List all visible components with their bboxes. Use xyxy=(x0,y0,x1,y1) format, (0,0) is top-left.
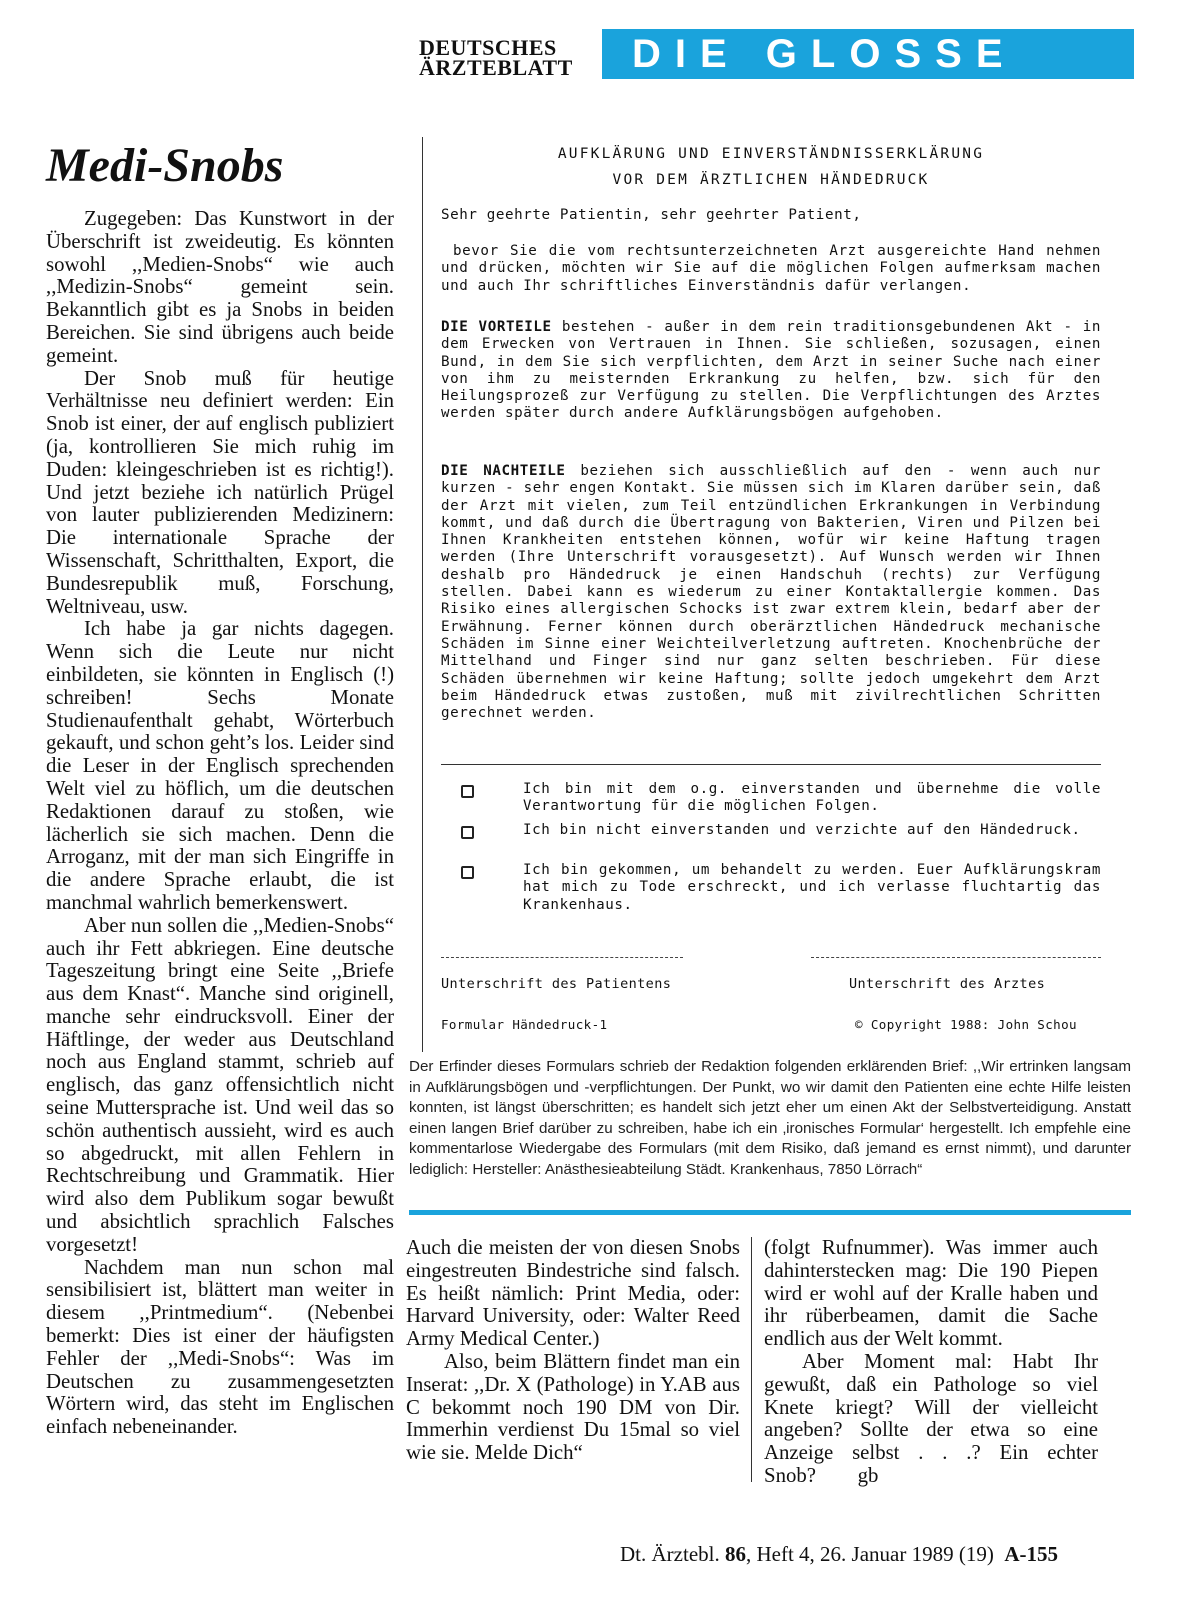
form-copyright: © Copyright 1988: John Schou xyxy=(855,1017,1077,1032)
form-id: Formular Händedruck-1 xyxy=(441,1017,608,1032)
option-label: Ich bin mit dem o.g. einverstanden und übernehme die volle Verantwortung für die möglichen Folgen. xyxy=(523,781,1101,815)
paragraph xyxy=(764,1351,1098,1488)
signature-label-patient: Unterschrift des Patientens xyxy=(441,976,672,992)
page-number: A-155 xyxy=(1004,1542,1059,1566)
journal-name: Dt. Ärztebl. xyxy=(620,1542,720,1566)
consent-form xyxy=(422,137,1132,1052)
article-title: Medi-Snobs xyxy=(46,139,284,192)
paragraph: Aber nun sollen die ,,Medien-Snobs“ auch ihr Fett abkriegen. Eine deutsche Tageszeitung bringt eine Seite ,,Briefe aus dem Knast“. Manche sind originell, manche sehr eindrucksvoll. Einer der Häftlinge, der weder aus Deutschland noch aus England stammt, schrieb auf englisch, das ganz offensichtlich nicht seine Muttersprache ist. Und weil das so schön authentisch aussieht, wird es auch so abgedruckt, mit allen Fehlern in Rechtschreibung und Grammatik. Hier wird also dem Publikum sogar bewußt und absichtlich sprachlich Falsches vorgesetzt! xyxy=(46,913,394,1256)
signature-line-doctor xyxy=(811,957,1101,958)
form-salutation: Sehr geehrte Patientin, sehr geehrter Patient, xyxy=(441,207,862,223)
publication-name-line1: DEUTSCHES xyxy=(419,35,557,60)
paragraph: Zugegeben: Das Kunstwort in der Überschrift ist zweideutig. Es könnten sowohl ,,Medien-Snobs“ wie auch ,,Medizin-Snobs“ gemeint sein. Bekanntlich gibt es ja Snobs in beiden Bereichen. Sie sind übrigens auch beide gemeint. xyxy=(46,207,394,367)
form-advantages xyxy=(441,319,1101,423)
article-middle-column xyxy=(406,1237,740,1465)
article-right-column xyxy=(764,1237,1098,1488)
advantages-text: bestehen - außer in dem rein traditionsgebundenen Akt - in dem Erwecken von Vertrauen in Ihnen. Sie schließen, sozusagen, einen Bund, in dem Sie sich verpflichten, dem Arzt in seiner Suche nach einer von ihm zu meisternden Erkrankung zu helfen, bzw. sich für den Heilungsprozeß zur Verfügung zu stellen. Die Verpflichtungen des Arztes werden später durch andere Aufklärungsbögen aufgehoben. xyxy=(441,319,1101,422)
advantages-label: DIE VORTEILE xyxy=(441,319,552,335)
journal-volume: 86 xyxy=(724,1542,746,1566)
paragraph: Auch die meisten der von diesen Snobs eingestreuten Bindestriche sind falsch. Es heißt nämlich: Print Media, oder: Harvard University, oder: Walter Reed Army Medical Center.) xyxy=(406,1236,740,1351)
form-title-line2: VOR DEM ÄRZTLICHEN HÄNDEDRUCK xyxy=(612,172,930,188)
section-banner: DIE GLOSSE xyxy=(602,29,1134,79)
paragraph: Also, beim Blättern findet man ein Inserat: ,,Dr. X (Pathologe) in Y.AB aus C bekommt noch 190 DM von Dir. Immerhin verdienst Du 15mal so viel wie sie. Melde Dich“ xyxy=(406,1349,740,1465)
paragraph-text: Aber Moment mal: Habt Ihr gewußt, daß ein Pathologe so viel Knete kriegt? Will der vielleicht angeben? Sollte der etwa so eine Anzeige selbst . . .? Ein echter Snob? xyxy=(764,1349,1098,1487)
form-intro: bevor Sie die vom rechtsunterzeichneten Arzt ausgereichte Hand nehmen und drücken, möchten wir Sie auf die möglichen Folgen aufmerksam machen und auch Ihr schriftliches Einverständnis dafür verlangen. xyxy=(441,243,1101,294)
disadvantages-text: beziehen sich ausschließlich auf den - wenn auch nur kurzen - sehr engen Kontakt. Sie müssen sich im Klaren darüber sein, daß der Arzt mit vielen, zum Teil entzündlichen Erkrankungen in Verbindung kommt, und daß durch die Übertragung von Bakterien, Viren und Pilzen bei Ihnen Krankheiten entstehen können, wofür wir keine Haftung tragen werden (Ihre Unterschrift vorausgesetzt). Auf Wunsch werden wir Ihnen deshalb pro Händedruck je einen Handschuh (rechts) zur Verfügung stellen. Dabei kann es wiederum zu einer Kontaktallergie kommen. Das Risiko eines allergischen Schocks ist zwar extrem klein, bedarf aber der Erwähnung. Ferner können durch oberärztlichen Händedruck mechanische Schäden im Sinne einer Weichteilverletzung auftreten. Knochenbrüche der Mittelhand und Finger sind nur ganz selten beschrieben. Für diese Schäden übernehmen wir keine Haftung; sollte jedoch umgekehrt dem Arzt beim Händedruck etwas zustoßen, muß mit zivilrechtlichen Schritten gerechnet werden. xyxy=(441,463,1101,722)
option-label: Ich bin nicht einverstanden und verzichte auf den Händedruck. xyxy=(523,822,1081,838)
paragraph: (folgt Rufnummer). Was immer auch dahinterstecken mag: Die 190 Piepen wird er wohl auf der Kralle haben und ihr rüberbeamen, damit die Sache endlich aus der Welt kommt. xyxy=(764,1236,1098,1351)
checkbox-icon[interactable] xyxy=(461,785,474,798)
form-caption: Der Erfinder dieses Formulars schrieb der Redaktion folgenden erklärenden Brief: ,,Wir ertrinken langsam in Aufklärungsbögen und -verpflichtungen. Der Punkt, wo wir damit den Patienten eine echte Hilfe leisten konnten, ist längst überschritten; es handelt sich jetzt eher um einen Akt der Selbstverteidigung. Anstatt einen langen Brief darüber zu schreiben, habe ich ein ‚ironisches Formular‘ hergestellt. Ich empfehle eine kommentarlose Wiedergabe des Formulars (mit dem Risiko, daß jemand es ernst nimmt), und darunter lediglich: Hersteller: Anästhesieabteilung Städt. Krankenhaus, 7850 Lörrach“ xyxy=(409,1058,1131,1178)
paragraph: Der Snob muß für heutige Verhältnisse neu definiert werden: Ein Snob ist einer, der auf englisch publiziert (ja, kontrollieren Sie mich ruhig im Duden: kleingeschrieben ist es richtig!). Und jetzt beziehe ich natürlich Prügel von lauter publizierenden Medizinern: Die internationale Sprache der Wissenschaft, Schritthalten, Export, die Bundesrepublik muß, Forschung, Weltniveau, usw. xyxy=(46,366,394,618)
publication-name xyxy=(419,35,587,80)
checkbox-icon[interactable] xyxy=(461,826,474,839)
article-left-column xyxy=(46,208,394,1439)
disadvantages-label: DIE NACHTEILE xyxy=(441,463,566,479)
section-divider xyxy=(409,1210,1131,1215)
signature-label-doctor: Unterschrift des Arztes xyxy=(849,976,1046,992)
page-footer xyxy=(620,1542,1100,1567)
form-divider xyxy=(441,764,1101,765)
column-divider xyxy=(751,1237,752,1482)
journal-issue: , Heft 4, 26. Januar 1989 (19) xyxy=(745,1542,994,1566)
checkbox-icon[interactable] xyxy=(461,866,474,879)
form-disadvantages xyxy=(441,463,1101,722)
paragraph: Ich habe ja gar nichts dagegen. Wenn sich die Leute nur nicht einbildeten, sie könnten in Englisch (!) schreiben! Sechs Monate Studienaufenthalt gehabt, Wörterbuch gekauft, und schon geht’s los. Leider sind die Leser in der Englisch sprechenden Welt viel zu höflich, um die deutschen Redaktionen darauf zu stoßen, wie lächerlich sie sich machen. Denn die Arroganz, mit der man sich Eingriffe in die andere Sprache erlaubt, die ist manchmal wahrlich bemerkenswert. xyxy=(46,617,394,914)
publication-name-line2: ÄRZTEBLATT xyxy=(419,55,573,80)
paragraph: Nachdem man nun schon mal sensibilisiert ist, blättert man weiter in diesem ,,Printmedium“. (Nebenbei bemerkt: Dies ist einer der häufigsten Fehler der ,,Medi-Snobs“: Was im Deutschen zu zusammengesetzten Wörtern wird, das steht im Englischen einfach nebeneinander. xyxy=(46,1255,394,1439)
form-title-line1: AUFKLÄRUNG UND EINVERSTÄNDNISSERKLÄRUNG xyxy=(557,146,985,162)
author-signature: gb xyxy=(857,1463,879,1487)
signature-line-patient xyxy=(441,957,683,958)
option-label: Ich bin gekommen, um behandelt zu werden. Euer Aufklärungskram hat mich zu Tode erschreckt, und ich verlasse fluchtartig das Krankenhaus. xyxy=(523,862,1101,913)
